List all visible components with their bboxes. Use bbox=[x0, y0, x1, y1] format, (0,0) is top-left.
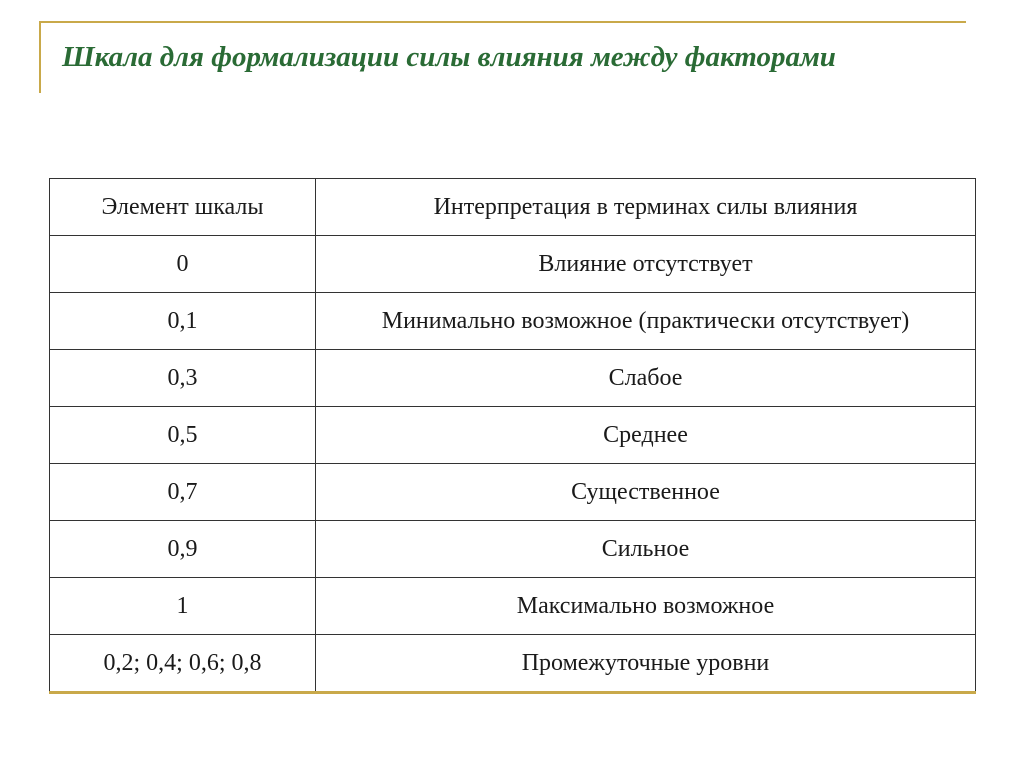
table-row bbox=[50, 578, 976, 635]
table-row bbox=[50, 464, 976, 521]
scale-value-cell: 0,2; 0,4; 0,6; 0,8 bbox=[50, 635, 316, 693]
scale-value-cell: 0 bbox=[50, 236, 316, 293]
table-header-row bbox=[50, 179, 976, 236]
interpretation-cell: Слабое bbox=[316, 350, 976, 407]
header-interpretation: Интерпретация в терминах силы влияния bbox=[316, 179, 976, 236]
scale-value-cell: 0,3 bbox=[50, 350, 316, 407]
interpretation-cell: Влияние отсутствует bbox=[316, 236, 976, 293]
accent-line-horizontal bbox=[39, 21, 966, 23]
scale-value-cell: 0,9 bbox=[50, 521, 316, 578]
header-scale-element: Элемент шкалы bbox=[50, 179, 316, 236]
interpretation-cell: Сильное bbox=[316, 521, 976, 578]
table-row bbox=[50, 407, 976, 464]
scale-value-cell: 1 bbox=[50, 578, 316, 635]
scale-value-cell: 0,5 bbox=[50, 407, 316, 464]
interpretation-cell: Минимально возможное (практически отсутствует) bbox=[316, 293, 976, 350]
scale-value-cell: 0,1 bbox=[50, 293, 316, 350]
interpretation-cell: Промежуточные уровни bbox=[316, 635, 976, 693]
slide-title: Шкала для формализации силы влияния между факторами bbox=[62, 41, 836, 73]
table-row bbox=[50, 521, 976, 578]
table-row bbox=[50, 293, 976, 350]
accent-line-vertical bbox=[39, 21, 41, 93]
influence-scale-table bbox=[49, 178, 976, 694]
interpretation-cell: Среднее bbox=[316, 407, 976, 464]
table-row bbox=[50, 350, 976, 407]
scale-value-cell: 0,7 bbox=[50, 464, 316, 521]
table-row bbox=[50, 635, 976, 693]
interpretation-cell: Максимально возможное bbox=[316, 578, 976, 635]
table-row bbox=[50, 236, 976, 293]
interpretation-cell: Существенное bbox=[316, 464, 976, 521]
